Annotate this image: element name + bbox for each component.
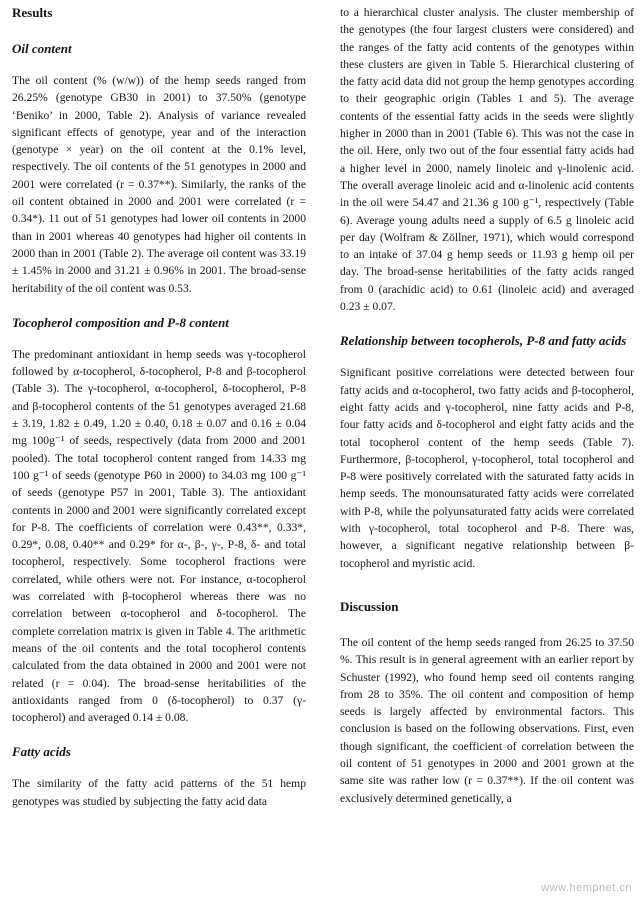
fatty-acids-heading: Fatty acids	[12, 744, 71, 760]
left-column	[12, 4, 306, 827]
relationship-paragraph: Significant positive correlations were detected between four fatty acids and α-tocopherol, two fatty acids and β-tocopherol, eight fatty acids and γ-tocopherol, nine fatty acids and P-8, four fatty acids and δ-tocopherol and eight fatty acids and the total tocopherol content of the hemp seeds (Table 7). Furthermore, β-tocopherol, γ-tocopherol, total tocopherol and P-8 were positively correlated with the saturated fatty acids in hemp seeds. The monounsaturated fatty acids were correlated with P-8, while the polyunsaturated fatty acids were correlated with γ-tocopherol, total tocopherol and P-8. There was, however, a significant negative relationship between β-tocopherol and myristic acid.	[340, 366, 634, 570]
oil-content-heading: Oil content	[12, 41, 72, 56]
right-column	[340, 4, 634, 824]
tocopherol-paragraph: The predominant antioxidant in hemp seeds was γ-tocopherol followed by α-tocopherol, δ-tocopherol, P-8 and β-tocopherol (Table 3). The γ-tocopherol, α-tocopherol, δ-tocopherol, P-8 and β-tocopherol contents of the 51 genotypes averaged 21.68 ± 3.19, 1.82 ± 0.49, 1.20 ± 0.40, 0.18 ± 0.07 and 0.16 ± 0.04 mg 100g⁻¹ of seeds, respectively (data from 2000 and 2001 pooled). The total tocopherol content ranged from 14.33 mg 100 g⁻¹ of seeds (genotype P60 in 2000) to 34.03 mg 100 g⁻¹ of seeds (genotype P57 in 2001, Table 3). The antioxidant contents in 2000 and 2001 were significantly correlated except for P-8. The coefficients of correlation were 0.43**, 0.33*, 0.29*, 0.08, 0.40** and 0.29* for α-, β-, γ-, P-8, δ- and total tocopherol, respectively. Some tocopherol fractions were correlated, while others were not. For instance, α-tocopherol was correlated with β-tocopherol whereas there was no correlation between α-tocopherol and δ-tocopherol. The complete correlation matrix is given in Table 4. The arithmetic means of the oil contents and the total tocopherol contents calculated from the data obtained in 2000 and 2001 were not related (r = 0.04). The broad-sense heritabilities of the antioxidants ranged from 0 (δ-tocopherol) to 0.37 (γ-tocopherol) and averaged 0.14 ± 0.08.	[12, 347, 306, 725]
oil-content-paragraph: The oil content (% (w/w)) of the hemp seeds ranged from 26.25% (genotype GB30 in 2001) to 37.50% (genotype ‘Beniko’ in 2000, Table 2). Analysis of variance revealed significant effects of genotype, year and of the interaction (genotype × year) on the oil content at the 0.1% level, respectively. The oil contents of the 51 genotypes in 2000 and 2001 were correlated (r = 0.37**). Similarly, the ranks of the oil content obtained in 2000 and 2001 were correlated (r = 0.34*). 11 out of 51 genotypes had lower oil contents in 2000 than in 2001 whereas 40 genotypes had higher oil contents in 2000 than in 2001 (Table 2). The average oil content was 33.19 ± 1.45% in 2000 and 31.21 ± 0.96% in 2001. The broad-sense heritability of the oil content was 0.53.	[12, 74, 306, 295]
cluster-analysis-paragraph: to a hierarchical cluster analysis. The cluster membership of the genotypes (the four largest clusters were considered) and the ranges of the fatty acid contents of the genotypes within these clusters are given in Table 5. Hierarchical clustering of the fatty acid data did not group the hemp genotypes according to their geographic origin (Tables 1 and 5). The average contents of the essential fatty acids in the seeds were slightly higher in 2000 than in 2001 (Table 6). This was not the case in the oil. Here, only two out of the four essential fatty acids had a higher level in 2000, namely linoleic and γ-linolenic acid. The overall average linoleic acid and α-linolenic acid contents in the oil were 54.47 and 21.36 g 100 g⁻¹, respectively (Table 6). Average young adults need a supply of 6.5 g linoleic acid per day (Wolfram & Zöllner, 1971), which would correspond to an intake of 37.04 g hemp seeds or 11.93 g hemp oil per day. The broad-sense heritabilities of the fatty acids ranged from 0 (arachidic acid) to 0.61 (linoleic acid) and averaged 0.23 ± 0.07.	[340, 6, 634, 314]
relationship-heading: Relationship between tocopherols, P-8 and fatty acids	[340, 333, 627, 349]
watermark-text: www.hempnet.cn	[541, 882, 632, 894]
discussion-heading: Discussion	[340, 598, 399, 614]
results-heading: Results	[12, 5, 53, 20]
discussion-paragraph: The oil content of the hemp seeds ranged from 26.25 to 37.50 %. This result is in general agreement with an earlier report by Schuster (1992), who found hemp seed oil contents ranging from 28 to 35%. The oil content and composition of hemp seeds is largely affected by environmental factors. This conclusion is based on the following observations. First, even though significant, the coefficient of correlation between the oil content of 51 genotypes in 2000 and 2001 grown at the same site was rather low (r = 0.37**). If the oil content was exclusively determined genetically, a	[340, 635, 634, 805]
tocopherol-heading: Tocopherol composition and P-8 content	[12, 314, 229, 330]
fatty-acids-paragraph: The similarity of the fatty acid patterns of the 51 hemp genotypes was studied by subjecting the fatty acid data	[12, 777, 306, 808]
